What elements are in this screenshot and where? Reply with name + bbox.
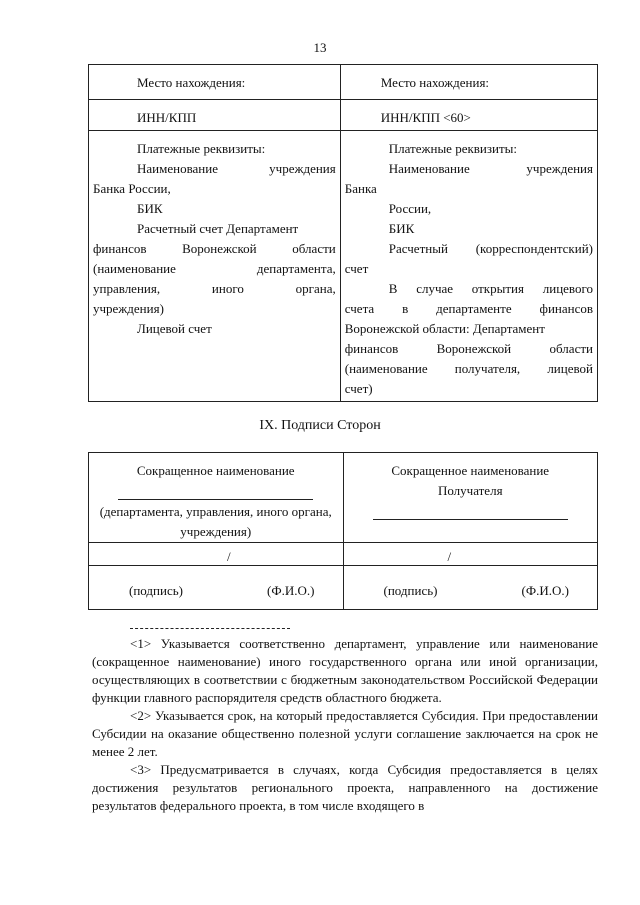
- right-signatory-cell: [343, 453, 598, 543]
- payment-line: счет): [344, 381, 373, 396]
- signature-line: [89, 543, 343, 569]
- right-payment-cell: [340, 131, 597, 402]
- left-location-cell: [89, 65, 341, 100]
- left-signatory-cell: [89, 453, 344, 543]
- left-signatory-subtitle: (департамента, управления, иного органа, учреждения): [99, 504, 332, 539]
- section-heading: IX. Подписи Сторон: [259, 418, 381, 433]
- footnote-separator: [130, 628, 290, 629]
- left-inn-cell: [89, 100, 341, 131]
- signature-slash: /: [447, 549, 452, 564]
- right-location-cell: [340, 65, 597, 100]
- payment-line: Наименование учреждения: [137, 161, 336, 176]
- right-signatory-subtitle: Получателя: [437, 483, 503, 498]
- payment-line: Банка России,: [93, 181, 171, 196]
- name-label: (Ф.И.О.): [267, 583, 315, 598]
- left-signature-cell: [89, 543, 344, 610]
- payment-line: Воронежской области: Департамент: [344, 321, 545, 336]
- right-inn-cell: [340, 100, 597, 131]
- location-label-left: Место нахождения:: [137, 75, 246, 90]
- payment-line: России,: [388, 201, 432, 216]
- payment-line: финансов Воронежской области: [344, 341, 593, 356]
- sign-label: (подпись): [129, 583, 183, 598]
- footnote-1: <1> Указывается соответственно департамент, управление или наименование (сокращенное наименование) иного государственного органа или иной организации, осуществляющих в соответствии с бюджетным законодательством Российской Федерации функции главного распорядителя средств областного бюджета.: [92, 636, 598, 705]
- inn-kpp-right: ИНН/КПП <60>: [380, 110, 471, 125]
- payment-line: (наименование департамента,: [93, 261, 336, 276]
- signature-slash: /: [227, 549, 231, 564]
- location-label-right: Место нахождения:: [380, 75, 490, 90]
- signature-line: [344, 543, 598, 569]
- requisites-table: [88, 64, 598, 402]
- name-label: (Ф.И.О.): [521, 583, 569, 598]
- payment-line: БИК: [388, 221, 415, 236]
- footnotes: [92, 628, 598, 815]
- payment-line: Расчетный (корреспондентский): [388, 241, 593, 256]
- payment-line: счета в департаменте финансов: [344, 301, 593, 316]
- payment-line: (наименование получателя, лицевой: [344, 361, 593, 376]
- page-number: 13: [313, 40, 327, 55]
- payment-line: БИК: [137, 201, 163, 216]
- sign-label: (подпись): [383, 583, 438, 598]
- payment-line: управления, иного органа,: [93, 281, 336, 296]
- payment-line: учреждения): [93, 301, 164, 316]
- footnote-2: <2> Указывается срок, на который предоставляется Субсидия. При предоставлении Субсидии на оказание общественно полезной услуги соглашение заключается на срок не менее 2 лет.: [92, 708, 598, 759]
- left-signatory-title: Сокращенное наименование: [136, 463, 295, 478]
- payment-line: Наименование учреждения: [388, 161, 593, 176]
- payment-line: Банка: [344, 181, 377, 196]
- inn-kpp-left: ИНН/КПП: [137, 110, 197, 125]
- left-payment-cell: [89, 131, 341, 402]
- right-signatory-title: Сокращенное наименование: [391, 463, 550, 478]
- footnote-3: <3> Предусматривается в случаях, когда Субсидия предоставляется в целях достижения результатов регионального проекта, направленного на достижение результатов федерального проекта, в том числе входящего в: [92, 762, 598, 813]
- payment-line: финансов Воронежской области: [93, 241, 336, 256]
- signatures-table: [88, 452, 598, 610]
- payment-line: В случае открытия лицевого: [388, 281, 593, 296]
- payment-line: Лицевой счет: [137, 321, 212, 336]
- name-underline: [373, 519, 568, 520]
- payment-line: счет: [344, 261, 369, 276]
- payment-line: Платежные реквизиты:: [388, 141, 518, 156]
- payment-line: Расчетный счет Департамент: [137, 221, 299, 236]
- right-signature-cell: [343, 543, 598, 610]
- name-underline: [118, 499, 313, 500]
- payment-line: Платежные реквизиты:: [137, 141, 266, 156]
